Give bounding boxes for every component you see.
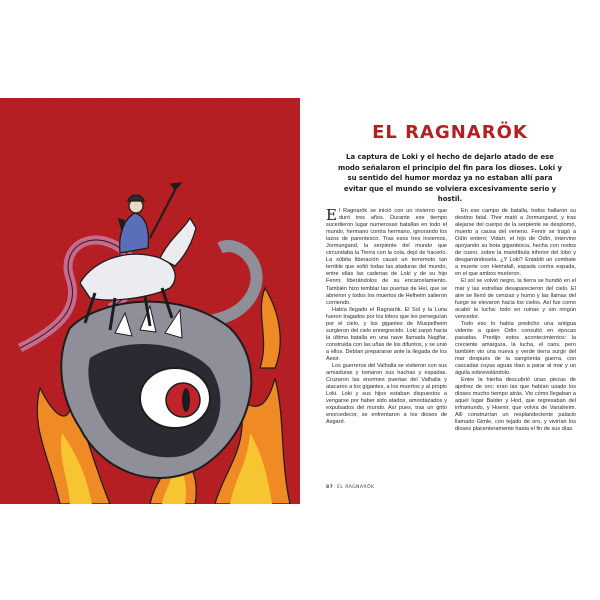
page-title: EL RAGNARÖK (372, 122, 528, 143)
paragraph: En ese campo de batalla, todos hallaron su destino fatal. Thor mató a Jormungand, y tras alejarse del cuerpo de la serpiente se desplomó, muerto a causa del veneno. Fenrir se tragó a Odín entero; Vidarr, el hijo de Odín, intervino apoyando su bota gigantesca, hecha con restos de cuero, sobre la mandíbula inferior del lobo y desgarrándosela. ¿Y Loki? Entabló un combate a muerte con Heimdall, espada contra espada, en el que ambos murieron. (455, 208, 576, 278)
right-column (455, 208, 576, 478)
page-footer (326, 485, 374, 490)
intro-paragraph: La captura de Loki y el hecho de dejarlo atado de ese modo señalaron el principio del fin para los dioses. Loki y su sentido del humor mordaz ya no estaban allí para evitar que el mundo se volviera excesivamente serio y hostil. (338, 153, 562, 204)
ragnarok-illustration (0, 98, 300, 504)
dropcap: E (326, 206, 337, 224)
page-number: 87 (326, 485, 334, 490)
serpent-and-rider-icon (0, 98, 300, 504)
paragraph: El sol se volvió negro, la tierra se hundió en el mar y las estrellas desaparecieron del cielo. El aire se llenó de cenizas y humo y las llamas del fuego se elevaron hacia los cielos. Así fue como acabó la lucha: todo en ruinas y sin ningún vencedor. (455, 278, 576, 320)
paragraph: Todo eso lo había predicho una antigua vidente a quien Odín consultó en épocas pasadas. Predijo estos acontecimientos: la creciente amargura, la lucha, el caos, pero también vio una nueva y verde tierra surgir del mar después de la sangrienta guerra, con cascadas cuyas aguas iban a parar al mar y un águila sobrevolándolo. (455, 320, 576, 377)
paragraph: Los guerreros del Valhalla se vistieron con sus armaduras y tomaron sus hachas y espadas. Cruzaron las enormes puertas del Valhalla y atacaron a los gigantes, a los muertos y al propio Loki. Loki y sus hijos estaban dispuestos a vengarse por haber sido atados, amordazados y expulsados del mundo. Así pues, tras un grito enorcedecor, se enfrentaron a los dioses de Asgard. (326, 363, 447, 426)
left-column (326, 208, 447, 478)
section-label: EL RAGNARÖK (337, 485, 375, 490)
text-page (300, 0, 600, 600)
paragraph: Había llegado el Ragnarök. El Sol y la Luna fueron tragados por los lobos que les perseguían por el cielo, y los gigantes de Muspelheim surgieron del cielo ennegrecido. Loki zarpó hacia la última batalla en una nave llamada Naglfar, construida con las uñas de los difuntos, y se unió a ellos. Debían prepararse ante la llegada de los Aesir. (326, 306, 447, 362)
paragraph: Entre la hierba descubrió unas piezas de ajedrez de oro; eran las que habían usado los dioses mucho tiempo atrás. Vio cómo llegaban a aquel lugar Balder y Hod, que regresaban del inframundo, y Hoenir, que volvía de Vanaheim. Allí construirían un resplandeciente palacio llamado Gimle, con tejado de oro, y vivirían los dioses placenteramente hasta el fin de sus días. (455, 377, 576, 433)
paragraph: El Ragnarök se inició con un invierno que duró tres años. Durante ese tiempo sucedieron lugar numerosas batallas en todo el mundo, hermano contra hermano, ignorando los lazos de parentesco. Tras esos tres inviernos, Jormungand, la serpiente del mundo que circundaba la Tierra con la cola, dejó de hacerlo. La súbita liberación causó un terremoto tan terrible que soltó todas las ataduras del mundo, entre ellas las cadenas de Loki y de su hijo Fenrir, liberándolos de su encarcelamiento. También hizo temblar las puertas de Hel, que se abrieron y todos los muertos de Helheim salieron corriendo. (326, 206, 447, 306)
body-columns (326, 208, 576, 478)
